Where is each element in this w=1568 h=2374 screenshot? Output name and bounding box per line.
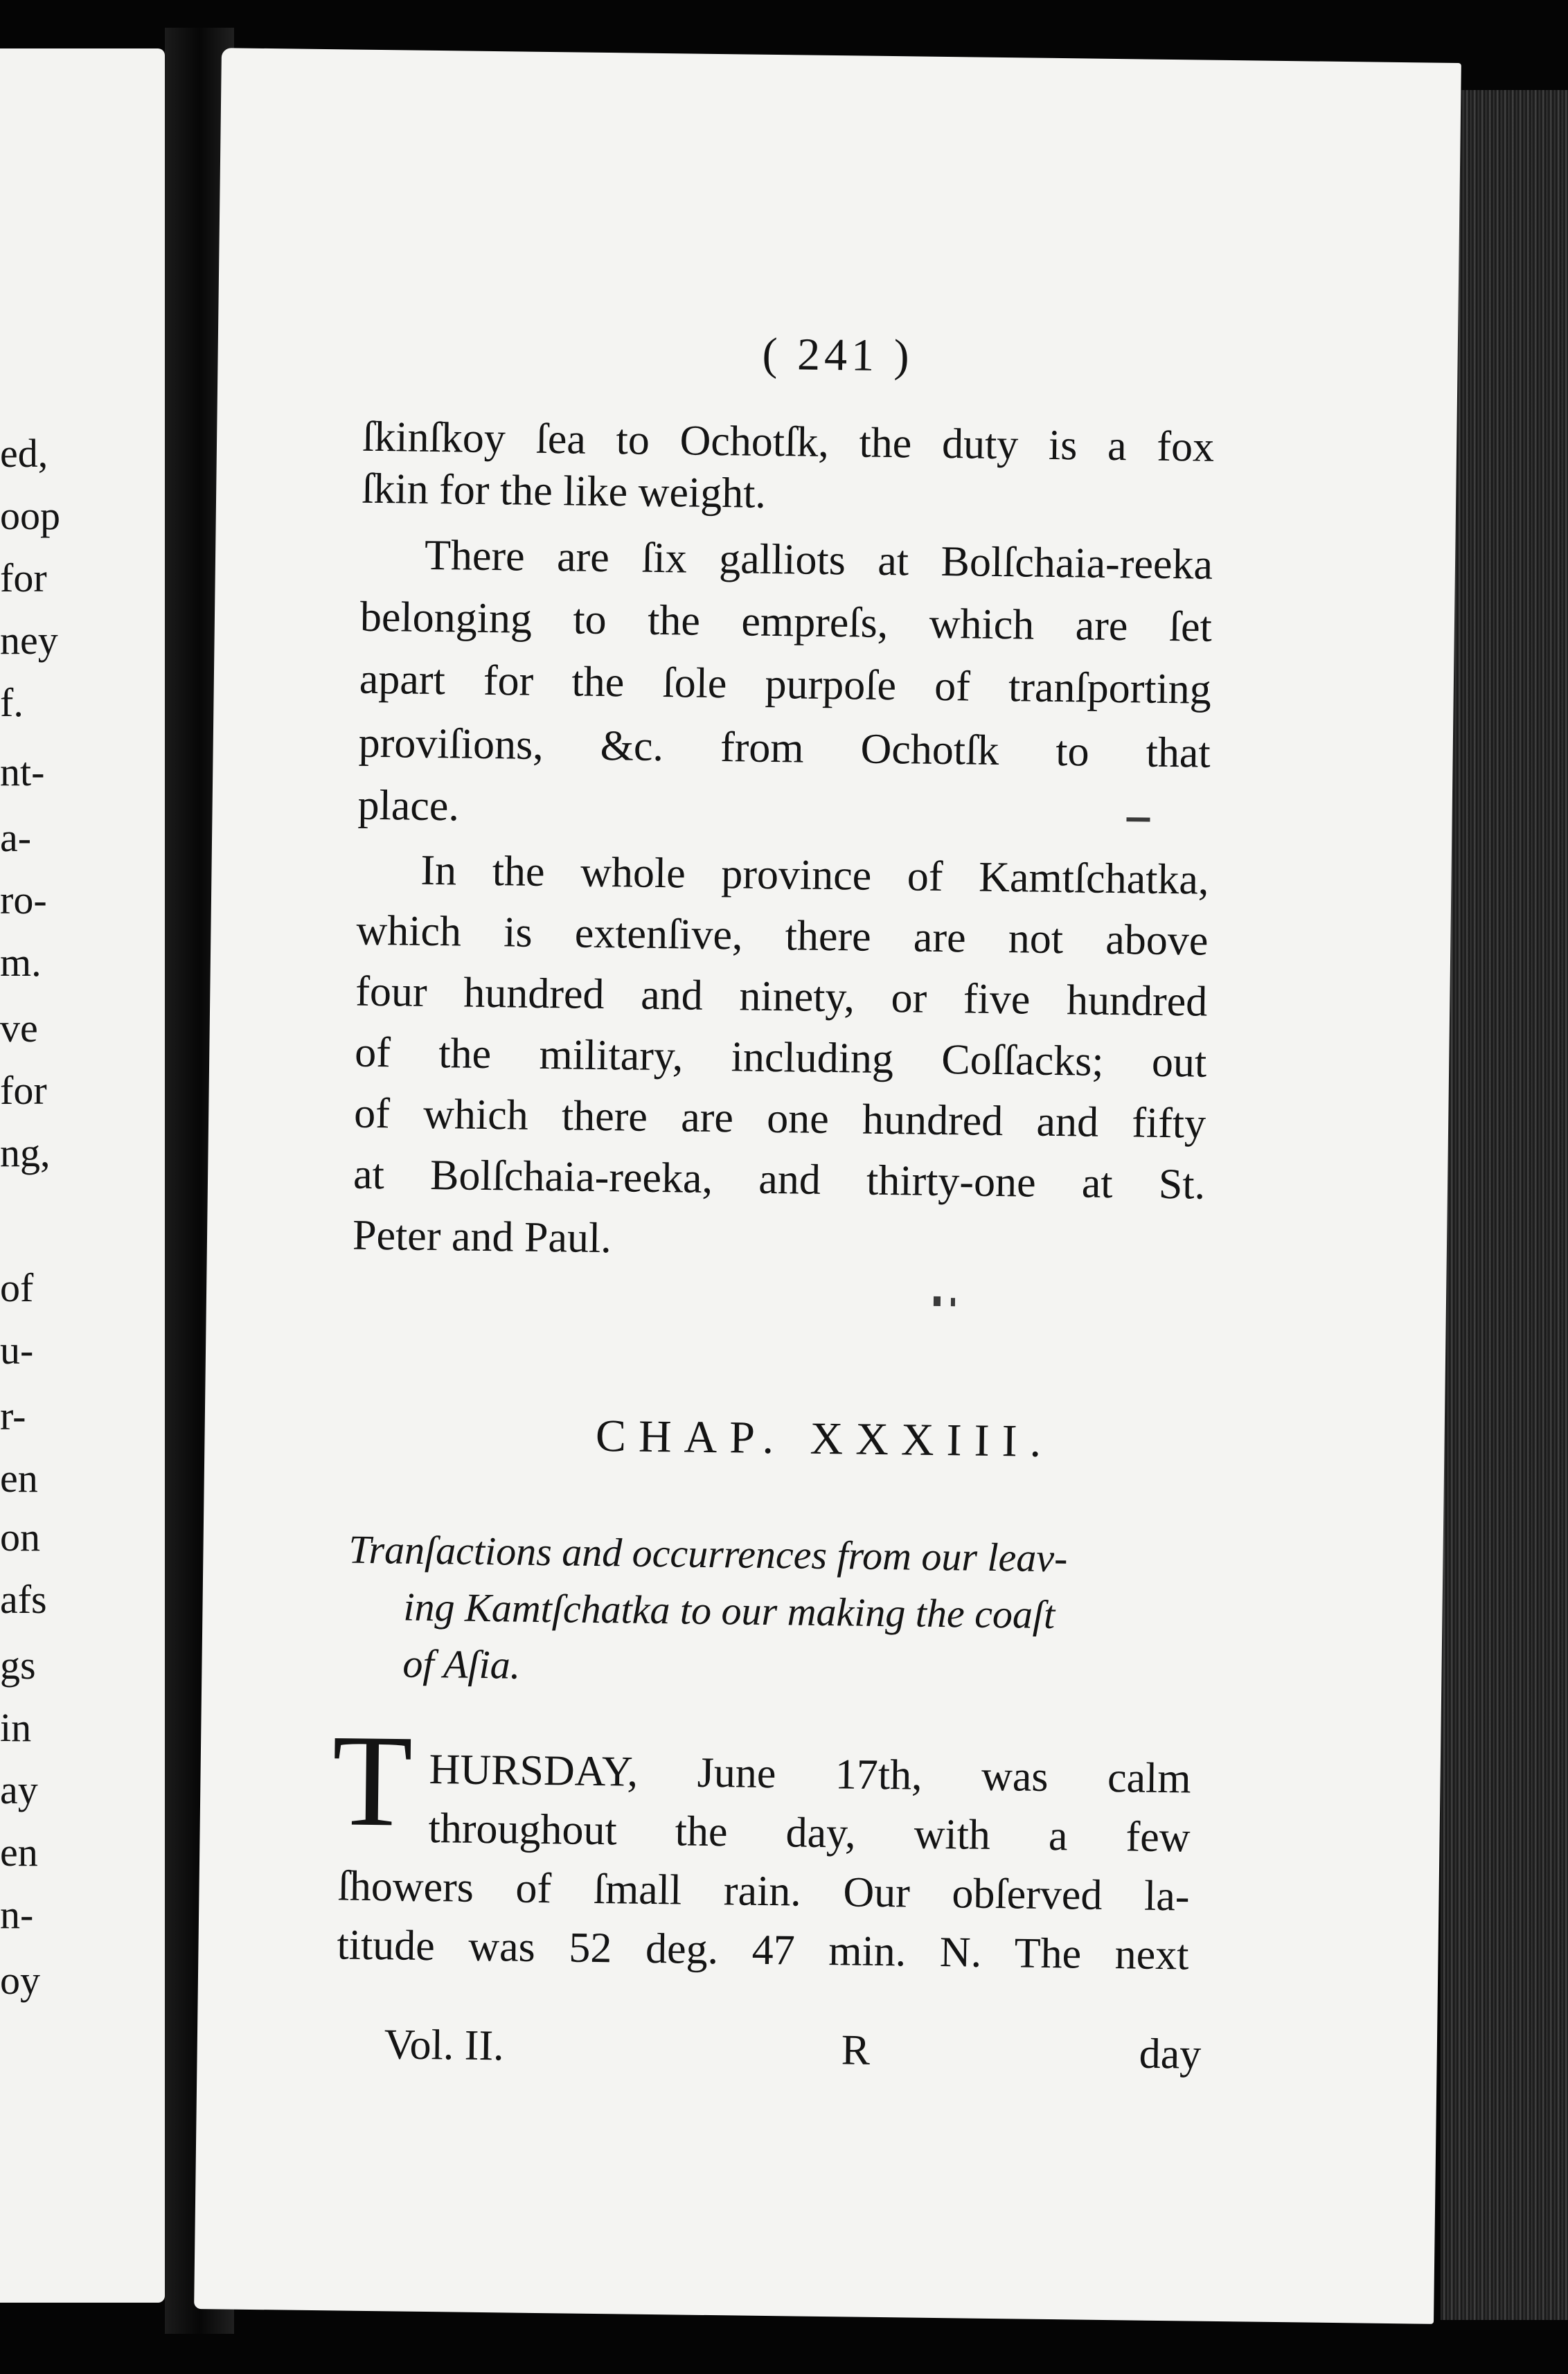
text-line: which is extenſive, there are not above: [356, 907, 1209, 965]
left-line-end: ro-: [0, 877, 47, 922]
text-line: of which there are one hundred and fifty: [353, 1089, 1206, 1148]
left-line-end: ney: [0, 618, 58, 663]
text-line: throughout the day, with a few: [428, 1805, 1191, 1862]
left-line-end: oop: [0, 493, 60, 538]
text-line: ſkin for the like weight.: [361, 465, 767, 517]
drop-cap: T: [331, 1708, 413, 1855]
text-line: belonging to the empreſs, which are ſet: [359, 593, 1213, 651]
left-line-end: on: [0, 1515, 40, 1560]
text-line: ſkinſkoy ſea to Ochotſk, the duty is a fox: [362, 413, 1215, 471]
left-line-end: oy: [0, 1958, 40, 2003]
text-line: at Bolſchaia-reeka, and thirty-one at St.: [353, 1150, 1206, 1208]
text-line: of the military, including Coſſacks; out: [354, 1028, 1207, 1087]
left-line-end: a-: [0, 815, 32, 860]
text-line: In the whole province of Kamtſchatka,: [420, 846, 1209, 904]
left-line-end: in: [0, 1705, 32, 1750]
chapter-summary-line: ing Kamtſchatka to our making the coaſt: [403, 1584, 1055, 1638]
volume-signature: Vol. II.: [384, 2021, 505, 2070]
chapter-summary-line: of Aſia.: [402, 1641, 521, 1688]
paper-speck: [951, 1298, 955, 1306]
left-line-end: en: [0, 1830, 38, 1875]
left-line-end: ed,: [0, 431, 48, 476]
left-line-end: afs: [0, 1577, 47, 1622]
left-line-end: u-: [0, 1328, 34, 1373]
text-line: titude was 52 deg. 47 min. N. The next: [337, 1921, 1189, 1979]
text-line: ſhowers of ſmall rain. Our obſerved la-: [337, 1862, 1190, 1920]
left-line-end: for: [0, 555, 47, 600]
text-line: apart for the ſole purpoſe of tranſporting: [359, 655, 1212, 713]
chapter-summary-line: Tranſactions and occurrences from our leav-: [348, 1526, 1068, 1581]
text-line: HURSDAY, June 17th, was calm: [429, 1746, 1191, 1803]
chapter-heading: CHAP. XXXIII.: [595, 1410, 1054, 1467]
paragraph: [357, 528, 1213, 830]
paragraph: [361, 410, 1215, 517]
text-line: proviſions, &c. from Ochotſk to that: [358, 719, 1211, 777]
left-line-end: of: [0, 1265, 34, 1310]
left-line-end: m.: [0, 940, 42, 985]
text-line: Peter and Paul.: [352, 1211, 612, 1262]
left-line-end: nt-: [0, 749, 45, 794]
catchword: day: [1139, 2030, 1202, 2078]
left-line-end: ay: [0, 1767, 38, 1812]
paragraph: [352, 843, 1209, 1262]
page-number: ( 241 ): [762, 328, 914, 382]
text-line: four hundred and ninety, or five hundred: [355, 967, 1208, 1026]
left-line-end: n-: [0, 1892, 34, 1937]
left-line-end: for: [0, 1068, 47, 1113]
paper-speck: [1126, 817, 1150, 821]
left-line-end: ng,: [0, 1130, 51, 1175]
text-line: There are ſix galliots at Bolſchaia-reeka: [424, 531, 1213, 589]
left-line-end: en: [0, 1456, 38, 1501]
left-line-end: f.: [0, 680, 24, 725]
paper-speck: [934, 1296, 941, 1306]
left-line-end: ve: [0, 1006, 38, 1051]
text-line: place.: [357, 781, 460, 830]
book-page: [194, 48, 1461, 2324]
left-line-end: gs: [0, 1643, 36, 1688]
printer-signature: R: [841, 2026, 871, 2074]
page-block-edges: [1441, 90, 1568, 2320]
left-facing-page: [0, 48, 165, 2303]
left-line-end: r-: [0, 1393, 26, 1438]
